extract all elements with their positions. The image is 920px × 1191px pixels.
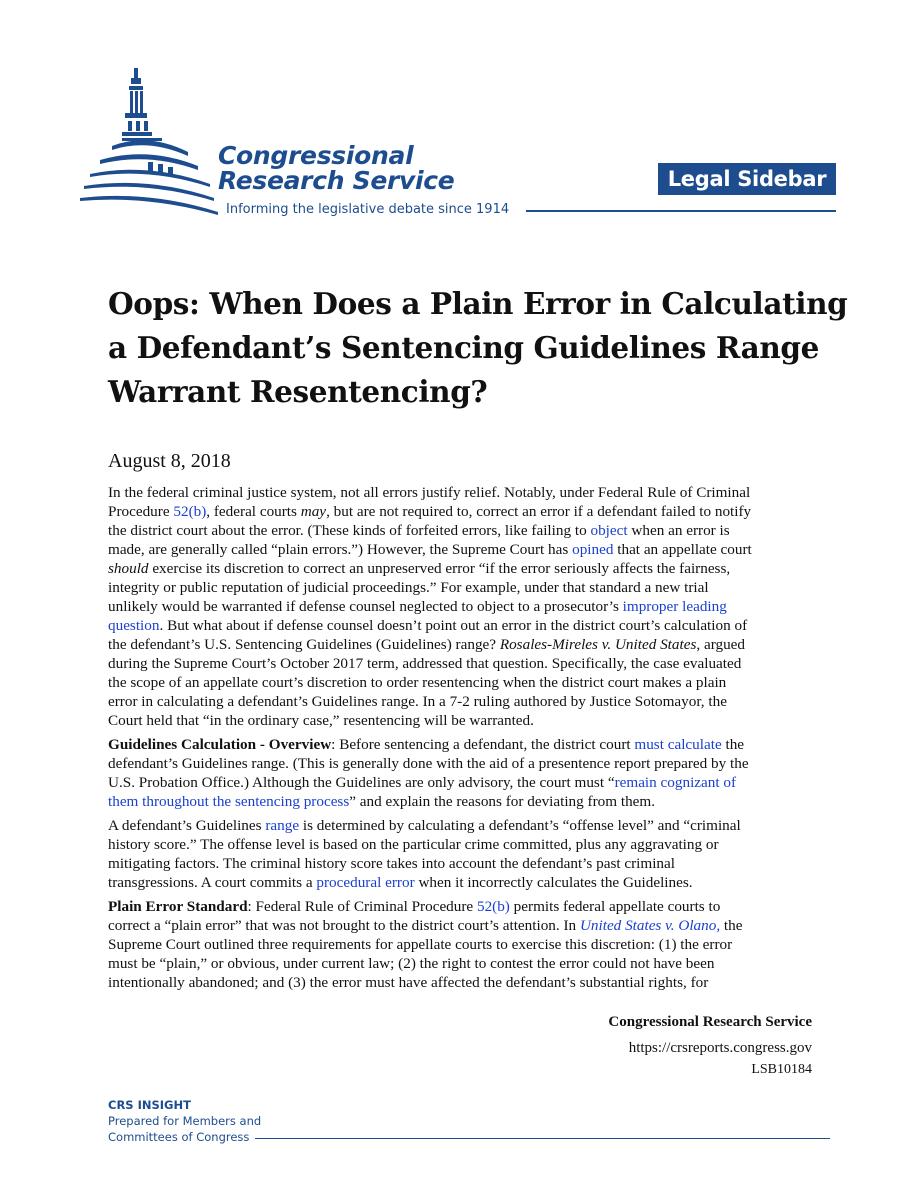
org-name: [218, 143, 454, 193]
text-run: A defendant’s Guidelines: [108, 817, 266, 834]
legal-sidebar-badge: Legal Sidebar: [658, 163, 836, 195]
paragraph-guidelines-overview: [108, 735, 816, 811]
paragraph-intro: [108, 483, 816, 730]
title-line: Oops: When Does a Plain Error in Calculating: [108, 286, 848, 321]
object-link[interactable]: object: [590, 522, 628, 539]
rule-52b-link[interactable]: 52(b): [173, 503, 207, 520]
org-name-line1: Congressional: [218, 141, 414, 170]
tagline: Informing the legislative debate since 1914: [226, 202, 510, 217]
section-heading: Plain Error Standard: [108, 898, 248, 915]
improper-leading-question-link[interactable]: question: [108, 617, 160, 634]
text-line: during the Supreme Court’s October 2017 term, addressed that question. Specifically, the case evaluated: [108, 655, 742, 672]
paragraph-guidelines-range: [108, 816, 816, 892]
footer-org-name: Congressional Research Service: [608, 1014, 812, 1030]
text-line: integrity or public reputation of judicial proceedings.” For example, under that standard a new trial: [108, 579, 709, 596]
text-run: the district court about the error. (These kinds of forfeited errors, like failing to: [108, 522, 591, 539]
text-line: the scope of an appellate court’s discretion to order resentencing when the district court makes a plain: [108, 674, 727, 691]
text-run: the: [720, 917, 743, 934]
text-line: [108, 540, 816, 559]
must-calculate-link[interactable]: must calculate: [634, 736, 722, 753]
case-name: Rosales-Mireles v. United States: [499, 636, 697, 653]
text-line: Supreme Court outlined three requirements for appellate courts to exercise this discretion: (1) the error: [108, 936, 733, 953]
capitol-dome-logo-icon: [78, 66, 228, 218]
paragraph-plain-error-standard: [108, 897, 816, 992]
text-line: error in calculating a defendant’s Guidelines range. In a 7-2 ruling authored by Justice Sotomayor, the: [108, 693, 727, 710]
text-line: [108, 916, 816, 935]
text-run: , federal courts: [206, 503, 301, 520]
text-line: Court held that “in the ordinary case,” resentencing will be warranted.: [108, 712, 534, 729]
text-run: that an appellate court: [613, 541, 752, 558]
text-run: may: [300, 503, 327, 520]
text-run: correct a “plain error” that was not brought to the district court’s attention. In: [108, 917, 580, 934]
text-run: , argued: [696, 636, 745, 653]
insight-title: CRS INSIGHT: [108, 1098, 191, 1112]
text-run: unlikely would be warranted if defense counsel neglected to object to a prosecutor’s: [108, 598, 623, 615]
report-id: LSB10184: [751, 1062, 812, 1077]
rule-52b-link[interactable]: 52(b): [476, 898, 510, 915]
insight-line: Committees of Congress: [108, 1130, 250, 1144]
title-line: a Defendant’s Sentencing Guidelines Range: [108, 330, 819, 365]
text-run: is determined by calculating a defendant’s “offense level” and “criminal: [299, 817, 741, 834]
insight-line: Prepared for Members and: [108, 1114, 262, 1128]
remain-cognizant-link[interactable]: them throughout the sentencing process: [108, 793, 350, 810]
title-line: Warrant Resentencing?: [108, 374, 488, 409]
olano-case-link[interactable]: United States v. Olano,: [579, 917, 721, 934]
text-line: [108, 735, 816, 754]
org-name-line2: Research Service: [218, 166, 455, 195]
text-run: when it incorrectly calculates the Guidelines.: [414, 874, 693, 891]
opined-link[interactable]: opined: [572, 541, 614, 558]
range-link[interactable]: range: [265, 817, 300, 834]
improper-leading-question-link[interactable]: improper leading: [622, 598, 727, 615]
text-run: should: [108, 560, 149, 577]
text-run: the: [721, 736, 745, 753]
footer-url-link[interactable]: https://crsreports.congress.gov: [628, 1040, 812, 1056]
text-line: [108, 897, 816, 916]
text-line: [108, 616, 816, 635]
text-run: made, are generally called “plain errors.”) However, the Supreme Court has: [108, 541, 573, 558]
remain-cognizant-link[interactable]: remain cognizant of: [614, 774, 737, 791]
text-run: , but are not required to, correct an error if a defendant failed to notify: [326, 503, 752, 520]
text-line: [108, 873, 816, 892]
page-title: [108, 282, 848, 414]
text-line: In the federal criminal justice system, not all errors justify relief. Notably, under Federal Rule of Criminal: [108, 484, 751, 501]
text-line: [108, 816, 816, 835]
header-divider: [526, 210, 836, 212]
footer-publisher: [608, 1012, 812, 1079]
text-line: [108, 502, 816, 521]
procedural-error-link[interactable]: procedural error: [316, 874, 415, 891]
text-line: [108, 597, 816, 616]
text-run: : Federal Rule of Criminal Procedure: [247, 898, 477, 915]
article-body: [108, 483, 816, 997]
text-run: . But what about if defense counsel doesn’t point out an error in the district court’s calculation of: [159, 617, 748, 634]
text-run: exercise its discretion to correct an unpreserved error “if the error seriously affects the fairness,: [148, 560, 731, 577]
text-run: the defendant’s U.S. Sentencing Guidelines (Guidelines) range?: [108, 636, 500, 653]
text-run: transgressions. A court commits a: [108, 874, 317, 891]
text-run: when an error is: [627, 522, 730, 539]
text-line: history score.” The offense level is based on the particular crime committed, plus any aggravating or: [108, 836, 719, 853]
text-run: Procedure: [108, 503, 174, 520]
footer-divider: [255, 1138, 830, 1139]
text-run: permits federal appellate courts to: [509, 898, 721, 915]
text-line: [108, 792, 816, 811]
text-run: : Before sentencing a defendant, the district court: [331, 736, 635, 753]
section-heading: Guidelines Calculation - Overview: [108, 736, 332, 753]
publication-date: August 8, 2018: [108, 450, 231, 472]
text-line: [108, 521, 816, 540]
text-line: must be “plain,” or obvious, under current law; (2) the right to contest the error could not have been: [108, 955, 715, 972]
text-run: ” and explain the reasons for deviating from them.: [349, 793, 656, 810]
text-line: [108, 559, 816, 578]
text-line: mitigating factors. The criminal history score takes into account the defendant’s past criminal: [108, 855, 675, 872]
text-line: [108, 773, 816, 792]
crs-insight-label: [108, 1098, 261, 1145]
text-line: defendant’s Guidelines range. (This is generally done with the aid of a presentence report prepared by the: [108, 755, 749, 772]
text-line: [108, 635, 816, 654]
text-run: U.S. Probation Office.) Although the Guidelines are only advisory, the court must “: [108, 774, 615, 791]
text-line: intentionally abandoned; and (3) the error must have affected the defendant’s substantial rights, for: [108, 974, 709, 991]
